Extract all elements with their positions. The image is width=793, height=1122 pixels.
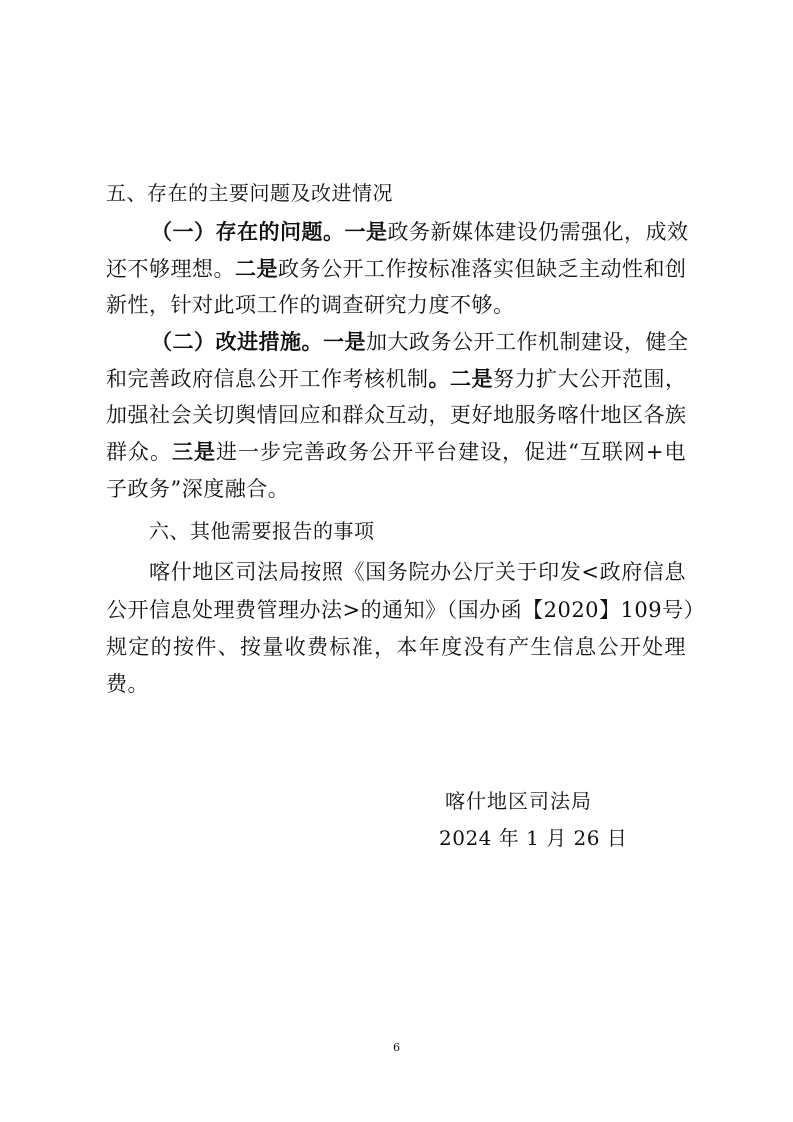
paragraph-text: 群众。 xyxy=(106,440,173,464)
section-5-para-2-line-3: 加强社会关切舆情回应和群众互动，更好地服务喀什地区各族 xyxy=(106,403,687,427)
section-5-para-1-line-3: 新性，针对此项工作的调查研究力度不够。 xyxy=(106,293,515,317)
section-5-para-2-line-4 xyxy=(106,439,686,465)
signature-date: 2024 年 1 月 26 日 xyxy=(439,826,628,850)
point-label: 一是 xyxy=(344,220,388,244)
signature-org: 喀什地区司法局 xyxy=(445,789,592,813)
section-5-para-2-line-5: 子政务”深度融合。 xyxy=(106,477,290,501)
section-6-line-3: 规定的按件、按量收费标准，本年度没有产生信息公开处理 xyxy=(106,635,686,659)
point-label: 一是 xyxy=(323,330,366,354)
section-6-line-4: 费。 xyxy=(106,672,149,696)
paragraph-text: 和完善政府信息公开工作考核机制 xyxy=(106,367,429,391)
subheading-measures: （二）改进措施。 xyxy=(151,330,323,354)
section-5-para-2-line-1 xyxy=(151,329,689,355)
paragraph-text: 进一步完善政务公开平台建设，促进“互联网+电 xyxy=(216,440,687,464)
point-label: 二是 xyxy=(450,367,493,391)
subheading-problems: （一）存在的问题。 xyxy=(151,220,345,244)
paragraph-text: 努力扩大公开范围， xyxy=(493,367,687,391)
section-5-para-2-line-2 xyxy=(106,366,686,392)
section-5-para-1-line-2 xyxy=(106,256,686,282)
section-6-heading: 六、其他需要报告的事项 xyxy=(149,519,375,543)
paragraph-text: 加大政务公开工作机制建设，健全 xyxy=(366,330,689,354)
paragraph-text: 还不够理想。 xyxy=(106,257,235,281)
point-label: 三是 xyxy=(172,440,217,464)
paragraph-text: 政务新媒体建设仍需强化，成效 xyxy=(387,220,689,244)
point-label: 二是 xyxy=(235,257,278,281)
section-5-para-1-line-1 xyxy=(151,219,689,245)
section-6-line-1: 喀什地区司法局按照《国务院办公厅关于印发<政府信息 xyxy=(149,560,686,584)
paragraph-text: 政务公开工作按标准落实但缺乏主动性和创 xyxy=(278,257,687,281)
section-6-line-2: 公开信息处理费管理办法>的通知》（国办函【2020】109号） xyxy=(106,598,706,622)
section-5-heading: 五、存在的主要问题及改进情况 xyxy=(106,181,393,205)
page-number: 6 xyxy=(393,1041,400,1054)
punctuation: 。 xyxy=(428,367,450,391)
